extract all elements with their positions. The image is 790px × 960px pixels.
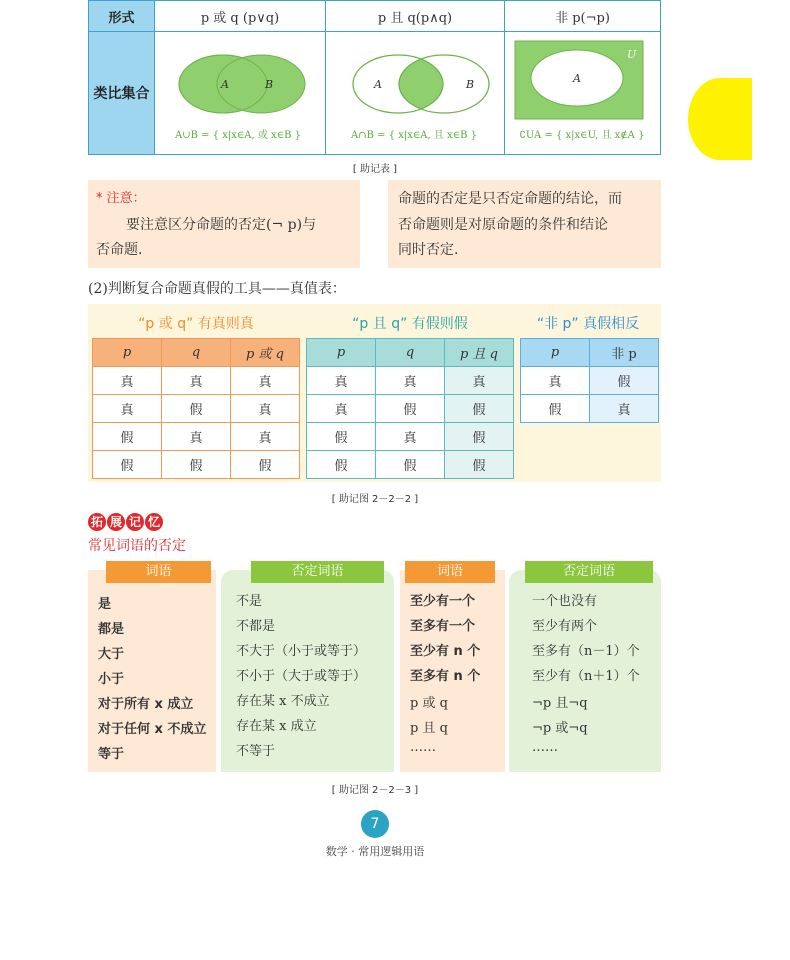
section-heading: (2)判断复合命题真假的工具——真值表：	[88, 281, 346, 297]
table-cell: 真	[445, 367, 514, 395]
tab-words-2: 词语	[405, 561, 495, 583]
note-right-line3: 同时否定.	[398, 242, 459, 258]
row-header-set-analogy: 类比集合	[89, 32, 155, 155]
union-diagram-cell	[155, 32, 326, 155]
table-cell: 假	[445, 395, 514, 423]
list-item: 不都是	[236, 619, 276, 634]
list-item: 是	[98, 597, 112, 612]
or-truth-table	[92, 338, 300, 479]
and-table-title: “p 且 q” 有假则假	[352, 316, 468, 332]
header-cell: 非 p	[590, 339, 659, 367]
union-formula: A∪B = { x|x∈A, 或 x∈B }	[175, 130, 301, 141]
list-item: ……	[410, 740, 436, 755]
header-or: p 或 q (p∨q)	[155, 1, 326, 32]
note-left-line1: 要注意区分命题的否定(¬ p)与	[126, 217, 317, 233]
table-cell: 假	[307, 451, 376, 479]
complement-diagram-cell	[505, 32, 661, 155]
table-cell: 假	[231, 451, 300, 479]
table-cell: 假	[376, 451, 445, 479]
not-truth-table	[520, 338, 659, 423]
table-cell: 真	[376, 423, 445, 451]
note-right-line2: 否命题则是对原命题的条件和结论	[398, 217, 608, 233]
table-cell: 假	[445, 451, 514, 479]
table-cell: 假	[590, 367, 659, 395]
badge-char: 记	[126, 513, 144, 531]
badge-char: 忆	[145, 513, 163, 531]
table-cell: 假	[162, 451, 231, 479]
table-cell: 真	[231, 367, 300, 395]
list-item: 至多有 n 个	[410, 669, 481, 684]
list-item: 不小于（大于或等于）	[236, 669, 367, 684]
note-left-line2: 否命题.	[96, 242, 143, 258]
footer-title: 数学 · 常用逻辑用语	[325, 845, 425, 858]
list-item: 至多有一个	[410, 619, 476, 634]
table-cell: 真	[93, 395, 162, 423]
caption-mnemonic-figure-2-2-3: [ 助记图 2－2－3 ]	[331, 785, 419, 796]
table-cell: 真	[93, 367, 162, 395]
expansion-subtitle: 常见词语的否定	[88, 538, 186, 554]
table-cell: 假	[376, 395, 445, 423]
set-a-label: A	[374, 78, 382, 91]
table-cell: 真	[162, 367, 231, 395]
list-item: p 且 q	[410, 721, 448, 736]
header-cell: p 且 q	[445, 339, 514, 367]
complement-venn-diagram	[505, 32, 660, 150]
caption-mnemonic-figure-2-2-2: [ 助记图 2－2－2 ]	[331, 494, 419, 505]
list-item: 至少有一个	[410, 594, 476, 609]
list-item: 对于任何 x 不成立	[98, 722, 207, 737]
note-title: * 注意：	[96, 191, 146, 206]
not-table-title: “非 p” 真假相反	[536, 316, 640, 332]
list-item: ¬p 且¬q	[532, 696, 588, 711]
list-item: 不是	[236, 594, 263, 609]
expansion-memory-badges	[88, 511, 164, 531]
list-item: 至少有两个	[532, 619, 598, 634]
list-item: 不等于	[236, 744, 276, 759]
intersection-venn-diagram	[326, 32, 504, 150]
header-cell: p 或 q	[231, 339, 300, 367]
table-cell: 假	[162, 395, 231, 423]
table-cell: 假	[445, 423, 514, 451]
list-item: 等于	[98, 747, 125, 762]
header-cell: p	[93, 339, 162, 367]
table-cell: 真	[590, 395, 659, 423]
tab-negation-2: 否定词语	[525, 561, 653, 583]
set-b-label: B	[265, 78, 274, 91]
list-item: 都是	[98, 622, 125, 637]
header-cell: p	[521, 339, 590, 367]
caption-mnemonic-table: [ 助记表 ]	[352, 164, 398, 175]
list-item: 一个也没有	[532, 594, 598, 609]
table-cell: 假	[521, 395, 590, 423]
complement-formula: ∁UA = { x|x∈U, 且 x∉A }	[519, 130, 645, 141]
list-item: 不大于（小于或等于）	[236, 644, 367, 659]
tab-words-1: 词语	[106, 561, 211, 583]
table-cell: 假	[307, 423, 376, 451]
set-b-label: B	[466, 78, 475, 91]
table-cell: 真	[231, 423, 300, 451]
header-cell: q	[376, 339, 445, 367]
set-a-label: A	[573, 72, 581, 85]
badge-char: 展	[107, 513, 125, 531]
table-cell: 真	[162, 423, 231, 451]
table-cell: 假	[93, 451, 162, 479]
list-item: 存在某 x 成立	[236, 719, 317, 734]
union-venn-diagram	[155, 32, 325, 150]
intersection-diagram-cell	[326, 32, 505, 155]
badge-char: 拓	[88, 513, 106, 531]
tab-negation-1: 否定词语	[251, 561, 384, 583]
list-item: 至多有（n－1）个	[532, 644, 640, 659]
header-cell: q	[162, 339, 231, 367]
header-cell: p	[307, 339, 376, 367]
note-box-left	[88, 180, 360, 268]
page-number: 7	[361, 810, 389, 838]
list-item: p 或 q	[410, 696, 448, 711]
table-cell: 真	[521, 367, 590, 395]
list-item: 至少有（n＋1）个	[532, 669, 640, 684]
table-cell: 真	[231, 395, 300, 423]
note-right-line1: 命题的否定是只否定命题的结论，而	[398, 191, 622, 207]
set-b-ellipse	[217, 55, 305, 113]
note-box-right	[388, 180, 661, 268]
header-not: 非 p(¬p)	[505, 1, 661, 32]
or-table-title: “p 或 q” 有真则真	[138, 316, 254, 332]
yellow-decoration-circle	[688, 78, 752, 160]
list-item: ……	[532, 740, 558, 755]
table-cell: 真	[376, 367, 445, 395]
row-header-form: 形式	[89, 1, 155, 32]
list-item: 对于所有 x 成立	[98, 697, 194, 712]
list-item: 存在某 x 不成立	[236, 694, 330, 709]
logic-set-analogy-table	[88, 0, 661, 155]
list-item: 至少有 n 个	[410, 644, 481, 659]
list-item: 大于	[98, 647, 125, 662]
and-truth-table	[306, 338, 514, 479]
set-a-label: A	[221, 78, 229, 91]
list-item: 小于	[98, 672, 125, 687]
header-and: p 且 q(p∧q)	[326, 1, 505, 32]
list-item: ¬p 或¬q	[532, 721, 588, 736]
table-cell: 假	[93, 423, 162, 451]
table-cell: 真	[307, 367, 376, 395]
intersection-formula: A∩B = { x|x∈A, 且 x∈B }	[351, 130, 477, 141]
universal-set-label: U	[627, 48, 637, 61]
table-cell: 真	[307, 395, 376, 423]
